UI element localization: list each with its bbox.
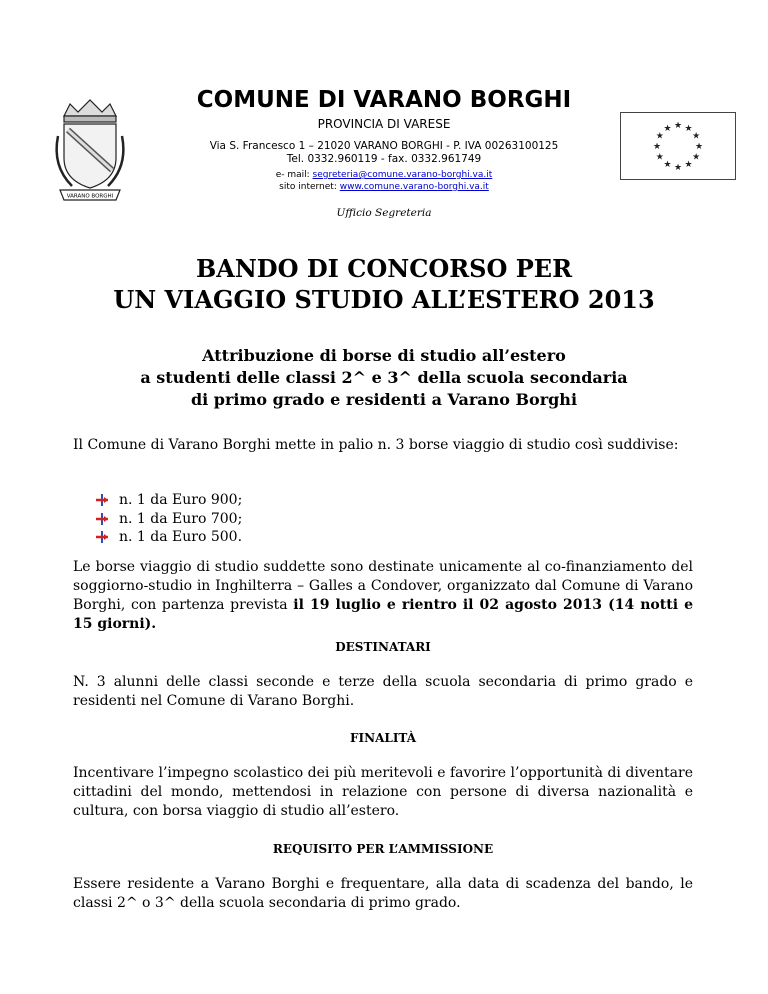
eu-star-icon: ★ [694, 142, 704, 152]
section-heading-aims: FINALITÀ [349, 731, 417, 745]
eu-flag-icon [620, 112, 736, 180]
section-heading-requirement: REQUISITO PER L’AMMISSIONE [272, 842, 494, 856]
main-title-line-1: BANDO DI CONCORSO PER [195, 254, 573, 283]
contact-block [150, 169, 618, 193]
subtitle [40, 345, 728, 411]
subtitle-line-2: a studenti delle classi 2^ e 3^ della scuola secondaria [140, 368, 628, 387]
letterhead [150, 86, 618, 219]
eu-star-icon: ★ [673, 163, 683, 173]
list-item [96, 528, 242, 547]
office-name: Ufficio Segreteria [336, 207, 432, 219]
eu-star-icon: ★ [655, 131, 664, 142]
address-line: Via S. Francesco 1 – 21020 VARANO BORGHI - P. IVA 00263100125 [209, 140, 559, 152]
email-link[interactable]: segreteria@comune.varano-borghi.va.it [312, 170, 493, 180]
eu-star-icon: ★ [655, 152, 664, 163]
section-heading-recipients: DESTINATARI [335, 640, 431, 654]
prize-list [96, 491, 242, 547]
prize-text: n. 1 da Euro 500. [119, 529, 243, 545]
recipients-paragraph: N. 3 alunni delle classi seconde e terze della scuola secondaria di primo grado e residenti nel Comune di Varano Borghi. [73, 674, 693, 709]
bullet-arrow-icon [96, 494, 108, 506]
eu-star-icon: ★ [652, 142, 662, 152]
main-title [40, 253, 728, 315]
eu-star-icon: ★ [663, 123, 672, 134]
province-name: PROVINCIA DI VARESE [317, 117, 451, 131]
website-label: sito internet: [279, 182, 340, 192]
subtitle-line-1: Attribuzione di borse di studio all’estero [202, 346, 566, 365]
purpose-dates: il 19 luglio e rientro il 02 agosto 2013 (14 notti e 15 giorni). [73, 597, 693, 632]
eu-star-icon: ★ [692, 131, 701, 142]
phone-line: Tel. 0332.960119 - fax. 0332.961749 [286, 153, 482, 165]
eu-star-icon: ★ [663, 160, 672, 171]
aims-paragraph: Incentivare l’impegno scolastico dei più meritevoli e favorire l’opportunità di diventare cittadini del mondo, mettendosi in relazione con persone di diversa nazionalità e cultura, con borsa viaggio di studio all’estero. [73, 765, 693, 819]
prize-text: n. 1 da Euro 900; [119, 492, 243, 508]
purpose-paragraph [73, 558, 693, 634]
subtitle-line-3: di primo grado e residenti a Varano Borghi [190, 390, 578, 409]
list-item [96, 491, 242, 510]
main-title-line-2: UN VIAGGIO STUDIO ALL’ESTERO 2013 [113, 285, 655, 314]
bullet-arrow-icon [96, 513, 108, 525]
list-item [96, 510, 242, 529]
purpose-text: Le borse viaggio di studio suddette sono destinate unicamente al co-finanziamento del soggiorno-studio in Inghilterra – Galles a Condover, organizzato dal Comune di Varano Borghi, con partenza prevista [73, 559, 693, 613]
crest-ribbon-text: VARANO BORGHI [66, 193, 114, 200]
bullet-arrow-icon [96, 531, 108, 543]
eu-star-icon: ★ [673, 121, 683, 131]
website-link[interactable]: www.comune.varano-borghi.va.it [339, 182, 489, 192]
email-label: e- mail: [275, 170, 313, 180]
requirement-paragraph: Essere residente a Varano Borghi e frequentare, alla data di scadenza del bando, le classi 2^ o 3^ della scuola secondaria di primo grado. [73, 876, 693, 911]
intro-paragraph: Il Comune di Varano Borghi mette in palio n. 3 borse viaggio di studio così suddivise: [73, 437, 679, 453]
organization-name: COMUNE DI VARANO BORGHI [196, 87, 572, 113]
eu-star-icon: ★ [692, 152, 701, 163]
prize-text: n. 1 da Euro 700; [119, 510, 243, 527]
municipal-crest-icon [50, 96, 130, 204]
eu-star-icon: ★ [684, 160, 693, 171]
eu-star-icon: ★ [684, 123, 693, 134]
